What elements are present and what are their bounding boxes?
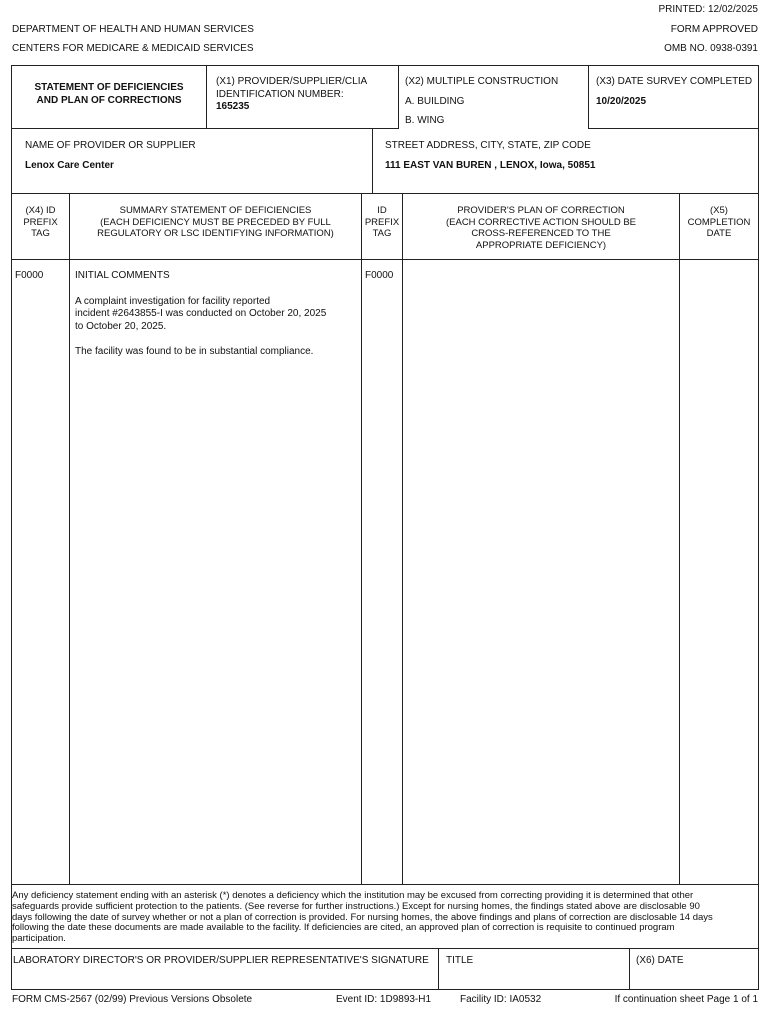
summary-header xyxy=(70,205,361,240)
initial-comments: INITIAL COMMENTS xyxy=(75,270,170,281)
divider xyxy=(11,948,12,990)
plan-l1: PROVIDER'S PLAN OF CORRECTION xyxy=(457,205,625,216)
continuation-sheet: If continuation sheet Page 1 of 1 xyxy=(614,994,758,1005)
disclaimer-l2: safeguards provide sufficient protection to the patients. (See reverse for further instructions.) Except for nursing homes, the findings stated above are disclosable 90 xyxy=(12,900,700,912)
date-label: (X6) DATE xyxy=(636,955,684,966)
id-header xyxy=(362,205,402,240)
x4-header xyxy=(12,205,69,240)
divider xyxy=(588,65,589,129)
plan-l4: APPROPRIATE DEFICIENCY) xyxy=(475,239,607,251)
omb-number: OMB NO. 0938-0391 xyxy=(664,43,758,54)
frame-top xyxy=(11,65,759,66)
divider xyxy=(69,194,70,885)
divider xyxy=(11,948,759,949)
statement-title xyxy=(12,82,206,107)
divider xyxy=(758,948,759,990)
paragraph-1-line2: incident #2643855-I was conducted on October 20, 2025 xyxy=(75,308,327,319)
x1-line1: (X1) PROVIDER/SUPPLIER/CLIA xyxy=(216,76,368,87)
provider-name-label: NAME OF PROVIDER OR SUPPLIER xyxy=(25,140,196,151)
x1-line2: IDENTIFICATION NUMBER: xyxy=(216,88,344,100)
event-id: Event ID: 1D9893-H1 xyxy=(336,994,432,1005)
divider xyxy=(402,194,403,885)
centers-name: CENTERS FOR MEDICARE & MEDICAID SERVICES xyxy=(12,43,254,54)
id-l2: PREFIX xyxy=(364,216,400,228)
plan-l2: (EACH CORRECTIVE ACTION SHOULD BE xyxy=(445,216,637,228)
deficiency-tag: F0000 xyxy=(15,270,44,281)
summary-l3: REGULATORY OR LSC IDENTIFYING INFORMATION) xyxy=(97,228,334,239)
paragraph-1-line3: to October 20, 2025. xyxy=(75,320,167,332)
form-approved: FORM APPROVED xyxy=(670,24,758,35)
divider xyxy=(11,259,759,260)
signature-label: LABORATORY DIRECTOR'S OR PROVIDER/SUPPLIER REPRESENTATIVE'S SIGNATURE xyxy=(13,955,429,966)
form-id: FORM CMS-2567 (02/99) Previous Versions Obsolete xyxy=(12,994,253,1005)
statement-line2: AND PLAN OF CORRECTIONS xyxy=(36,94,182,106)
id-l3: TAG xyxy=(372,228,392,239)
x5-header xyxy=(680,205,758,240)
divider xyxy=(588,128,759,129)
divider xyxy=(11,989,759,990)
disclaimer-l4: following the date these documents are made available to the facility. If deficiencies are cited, an approved plan of correction is requisite to continued program xyxy=(12,922,675,934)
correction-tag: F0000 xyxy=(365,270,394,281)
paragraph-2: The facility was found to be in substantial compliance. xyxy=(75,346,314,357)
x5-l3: DATE xyxy=(706,228,732,239)
divider xyxy=(438,948,439,990)
divider xyxy=(11,193,759,194)
id-l1: ID xyxy=(377,205,387,216)
divider xyxy=(372,129,373,194)
plan-l3: CROSS-REFERENCED TO THE xyxy=(471,228,611,239)
printed-date: PRINTED: 12/02/2025 xyxy=(658,4,758,15)
x2-building: A. BUILDING xyxy=(405,96,465,107)
disclaimer xyxy=(12,891,758,945)
address-value: 111 EAST VAN BUREN , LENOX, Iowa, 50851 xyxy=(385,160,596,171)
plan-header xyxy=(403,205,679,251)
x1-value: 165235 xyxy=(216,101,250,112)
provider-name-value: Lenox Care Center xyxy=(25,160,114,171)
facility-id: Facility ID: IA0532 xyxy=(460,994,542,1005)
x4-l1: (X4) ID xyxy=(25,205,56,216)
x5-l2: COMPLETION xyxy=(687,216,751,228)
disclaimer-l5: participation. xyxy=(12,933,66,945)
title-label: TITLE xyxy=(446,955,474,966)
divider xyxy=(629,948,630,990)
paragraph-1-line1: A complaint investigation for facility reported xyxy=(75,295,271,307)
x3-label: (X3) DATE SURVEY COMPLETED xyxy=(596,76,753,87)
x4-l2: PREFIX xyxy=(23,216,58,228)
disclaimer-l3: days following the date of survey whether or not a plan of correction is provided. For nursing homes, the above findings and plans of correction are disclosable 14 days xyxy=(12,911,713,923)
frame-right xyxy=(758,65,759,948)
divider xyxy=(206,65,207,129)
statement-line1: STATEMENT OF DEFICIENCIES xyxy=(34,82,184,93)
summary-l2: (EACH DEFICIENCY MUST BE PRECEDED BY FULL xyxy=(100,216,331,228)
divider xyxy=(398,65,399,129)
department-name: DEPARTMENT OF HEALTH AND HUMAN SERVICES xyxy=(12,24,254,35)
x1-label xyxy=(216,76,396,114)
frame-left xyxy=(11,65,12,948)
divider xyxy=(679,194,680,885)
disclaimer-l1: Any deficiency statement ending with an asterisk (*) denotes a deficiency which the institution may be excused from correcting providing it is determined that other xyxy=(12,890,694,901)
x5-l1: (X5) xyxy=(710,205,728,216)
summary-l1: SUMMARY STATEMENT OF DEFICIENCIES xyxy=(119,205,312,216)
x2-label: (X2) MULTIPLE CONSTRUCTION xyxy=(405,76,559,87)
address-label: STREET ADDRESS, CITY, STATE, ZIP CODE xyxy=(385,140,591,151)
divider xyxy=(206,128,399,129)
x2-wing: B. WING xyxy=(405,115,445,126)
divider xyxy=(11,128,207,129)
deficiency-text xyxy=(75,270,359,359)
x3-value: 10/20/2025 xyxy=(596,96,647,107)
divider xyxy=(361,194,362,885)
divider xyxy=(11,884,759,885)
x4-l3: TAG xyxy=(31,228,50,239)
